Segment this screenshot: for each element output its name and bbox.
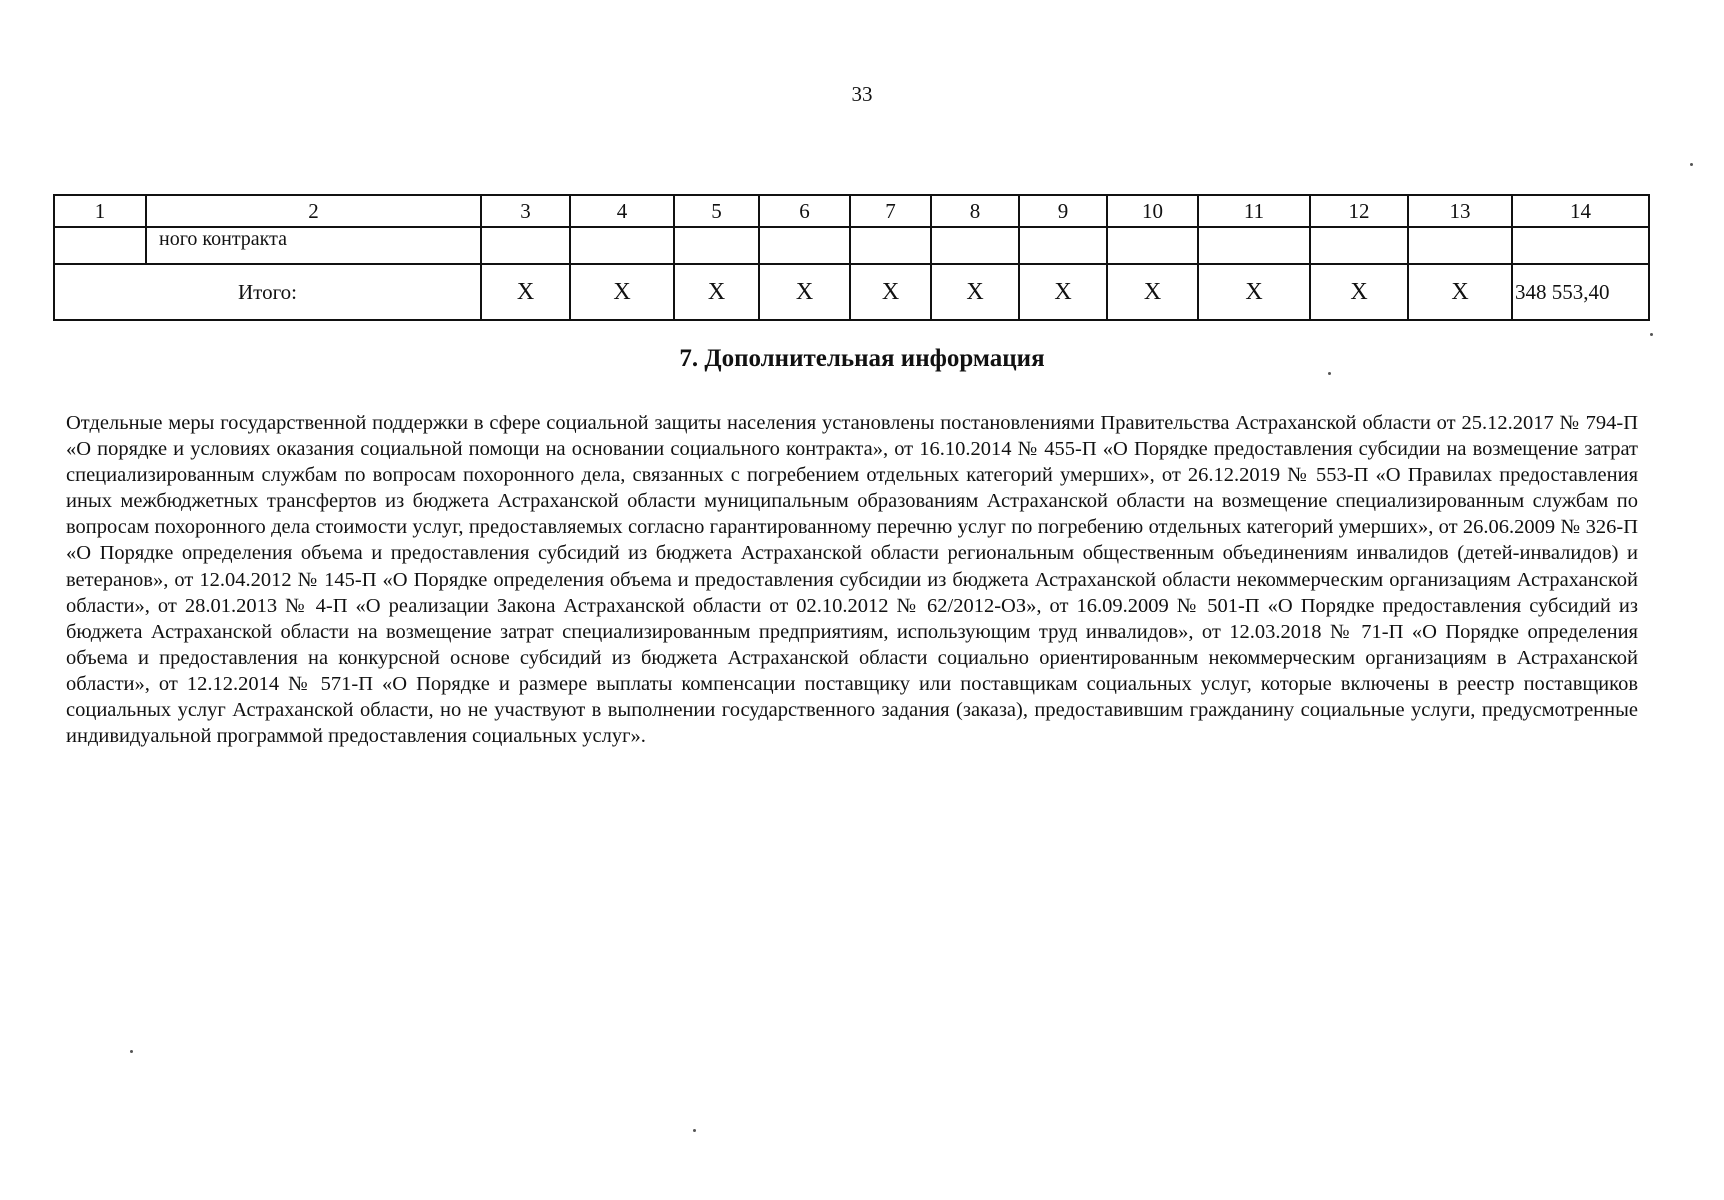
- total-mark: X: [1198, 264, 1310, 320]
- column-header: 9: [1019, 195, 1107, 227]
- total-mark: X: [759, 264, 850, 320]
- total-mark: X: [481, 264, 570, 320]
- column-header: 3: [481, 195, 570, 227]
- table-cell: [1198, 227, 1310, 264]
- table-cell: [674, 227, 759, 264]
- column-header: 13: [1408, 195, 1512, 227]
- table-cell: [1019, 227, 1107, 264]
- total-mark: X: [1019, 264, 1107, 320]
- column-header: 11: [1198, 195, 1310, 227]
- table-cell: ного контракта: [146, 227, 481, 264]
- scan-speck: [1328, 372, 1331, 375]
- column-header: 2: [146, 195, 481, 227]
- table-row: [54, 227, 1649, 264]
- column-header: 8: [931, 195, 1019, 227]
- total-mark: X: [1408, 264, 1512, 320]
- table-cell: [570, 227, 674, 264]
- table-cell: [1310, 227, 1408, 264]
- table-cell: [1408, 227, 1512, 264]
- column-header: 5: [674, 195, 759, 227]
- table-cell: [54, 227, 146, 264]
- total-mark: X: [674, 264, 759, 320]
- total-mark: X: [1310, 264, 1408, 320]
- total-mark: X: [570, 264, 674, 320]
- table-cell: [850, 227, 931, 264]
- column-header: 6: [759, 195, 850, 227]
- column-header: 7: [850, 195, 931, 227]
- scan-speck: [1650, 333, 1653, 336]
- column-header: 4: [570, 195, 674, 227]
- scan-speck: [130, 1050, 133, 1053]
- page-number: 33: [851, 82, 873, 106]
- total-mark: X: [850, 264, 931, 320]
- total-label: Итого:: [54, 264, 481, 320]
- budget-table: [53, 194, 1650, 321]
- total-value: 348 553,40: [1512, 264, 1649, 320]
- column-header: 1: [54, 195, 146, 227]
- total-row: [54, 264, 1649, 320]
- table-cell: [481, 227, 570, 264]
- scan-speck: [1690, 163, 1693, 166]
- table-cell: [1512, 227, 1649, 264]
- table-header-row: [54, 195, 1649, 227]
- table-cell: [931, 227, 1019, 264]
- section-title: 7. Дополнительная информация: [679, 345, 1045, 372]
- column-header: 10: [1107, 195, 1198, 227]
- table-cell: [1107, 227, 1198, 264]
- section-paragraph: Отдельные меры государственной поддержки в сфере социальной защиты населения установлены постановлениями Правительства Астраханской области от 25.12.2017 № 794-П «О порядке и условиях оказания социальной помощи на основании социального контракта», от 16.10.2014 № 455-П «О Порядке предоставления субсидии на возмещение затрат специализированным службам по вопросам похоронного дела, связанных с погребением отдельных категорий умерших», от 26.12.2019 № 553-П «О Правилах предоставления иных межбюджетных трансфертов из бюджета Астраханской области муниципальным образованиям Астраханской области на возмещение специализированным службам по вопросам похоронного дела стоимости услуг, предоставляемых согласно гарантированному перечню услуг по погребению отдельных категорий умерших», от 26.06.2009 № 326-П «О Порядке определения объема и предоставления субсидий из бюджета Астраханской области региональным общественным объединениям инвалидов (детей-инвалидов) и ветеранов», от 12.04.2012 № 145-П «О Порядке определения объема и предоставления субсидии из бюджета Астраханской области некоммерческим организациям Астраханской области», от 28.01.2013 № 4-П «О реализации Закона Астраханской области от 02.10.2012 № 62/2012-ОЗ», от 16.09.2009 № 501-П «О Порядке предоставления субсидий из бюджета Астраханской области на возмещение затрат специализированным предприятиям, использующим труд инвалидов», от 12.03.2018 № 71-П «О Порядке определения объема и предоставления на конкурсной основе субсидий из бюджета Астраханской области социально ориентированным некоммерческим организациям в Астраханской области», от 12.12.2014 № 571-П «О Порядке и размере выплаты компенсации поставщику или поставщикам социальных услуг, которые включены в реестр поставщиков социальных услуг Астраханской области, но не участвуют в выполнении государственного задания (заказа), предоставившим гражданину социальные услуги, предусмотренные индивидуальной программой предоставления социальных услуг».: [66, 412, 1638, 748]
- total-mark: X: [931, 264, 1019, 320]
- column-header: 14: [1512, 195, 1649, 227]
- scan-speck: [693, 1129, 696, 1132]
- column-header: 12: [1310, 195, 1408, 227]
- table-cell: [759, 227, 850, 264]
- total-mark: X: [1107, 264, 1198, 320]
